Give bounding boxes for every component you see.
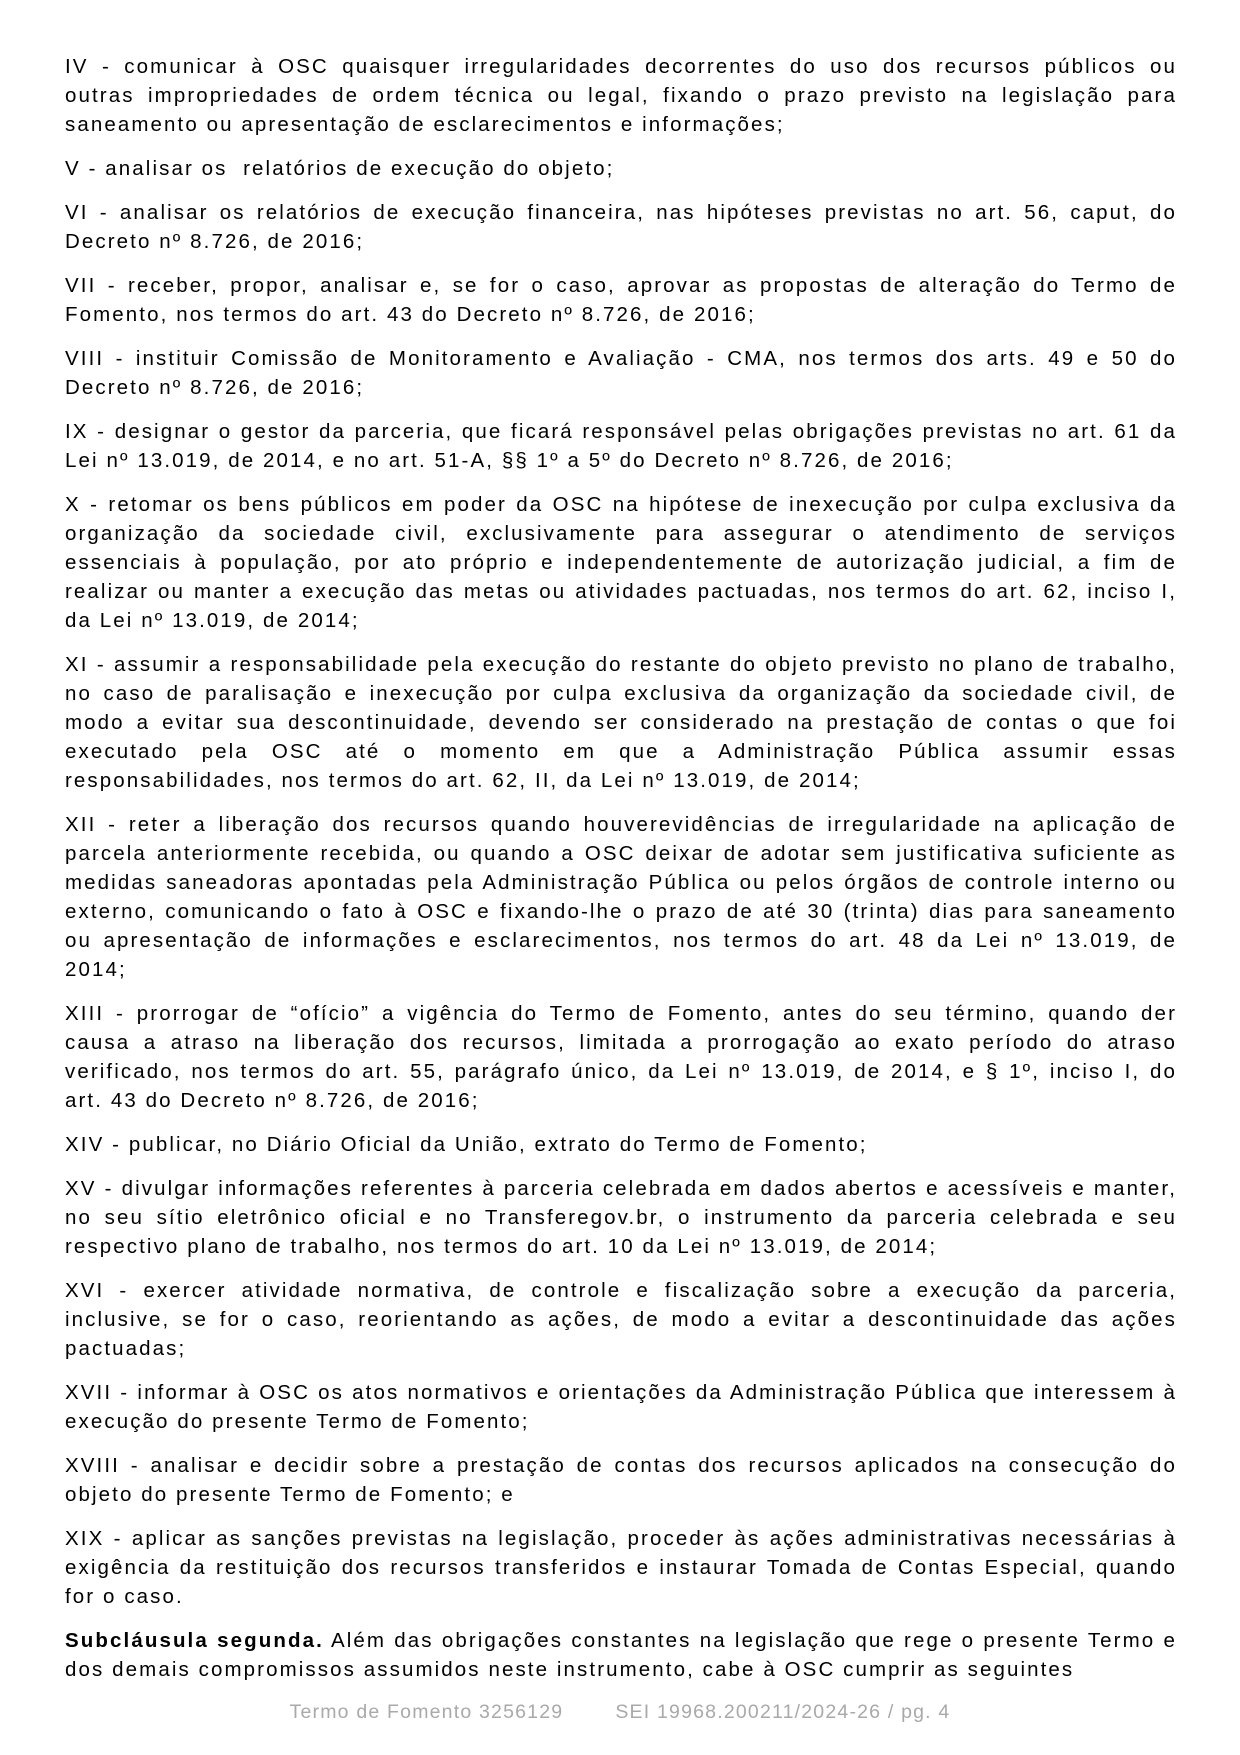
paragraph: IX - designar o gestor da parceria, que ficará responsável pelas obrigações previstas no art. 61 da Lei nº 13.019, de 2014, e no art. 51-A, §§ 1º a 5º do Decreto nº 8.726, de 2016;: [65, 420, 1177, 472]
paragraph: V - analisar os relatórios de execução do objeto;: [65, 157, 615, 180]
paragraph: X - retomar os bens públicos em poder da OSC na hipótese de inexecução por culpa exclusiva da organização da sociedade civil, exclusivamente para assegurar o atendimento de serviços essenciais à população, por ato próprio e independentemente de autorização judicial, a fim de realizar ou manter a execução das metas ou atividades pactuadas, nos termos do art. 62, inciso I, da Lei nº 13.019, de 2014;: [65, 493, 1177, 632]
paragraph: XVIII - analisar e decidir sobre a prestação de contas dos recursos aplicados na consecução do objeto do presente Termo de Fomento; e: [65, 1454, 1177, 1506]
paragraph: VII - receber, propor, analisar e, se for o caso, aprovar as propostas de alteração do Termo de Fomento, nos termos do art. 43 do Decreto nº 8.726, de 2016;: [65, 274, 1177, 326]
paragraph: XIX - aplicar as sanções previstas na legislação, proceder às ações administrativas necessárias à exigência da restituição dos recursos transferidos e instaurar Tomada de Contas Especial, quando for o caso.: [65, 1527, 1177, 1608]
footer-doc-ref: Termo de Fomento 3256129: [289, 1701, 564, 1723]
footer-sei-ref: SEI 19968.200211/2024-26 / pg. 4: [615, 1701, 951, 1723]
document-body: [65, 52, 1177, 1699]
paragraph-bold-lead: Subcláusula segunda.: [65, 1629, 324, 1652]
paragraph: XVII - informar à OSC os atos normativos e orientações da Administração Pública que interessem à execução do presente Termo de Fomento;: [65, 1381, 1177, 1433]
paragraph: VIII - instituir Comissão de Monitoramento e Avaliação - CMA, nos termos dos arts. 49 e 50 do Decreto nº 8.726, de 2016;: [65, 347, 1177, 399]
paragraph: Subcláusula segunda. Além das obrigações constantes na legislação que rege o presente Termo e dos demais compromissos assumidos neste instrumento, cabe à OSC cumprir as seguintes: [65, 1629, 1178, 1681]
paragraph: XV - divulgar informações referentes à parceria celebrada em dados abertos e acessíveis e manter, no seu sítio eletrônico oficial e no Transferegov.br, o instrumento da parceria celebrada e seu respectivo plano de trabalho, nos termos do art. 10 da Lei nº 13.019, de 2014;: [65, 1177, 1177, 1258]
paragraph: XIII - prorrogar de “ofício” a vigência do Termo de Fomento, antes do seu término, quando der causa a atraso na liberação dos recursos, limitada a prorrogação ao exato período do atraso verificado, nos termos do art. 55, parágrafo único, da Lei nº 13.019, de 2014, e § 1º, inciso I, do art. 43 do Decreto nº 8.726, de 2016;: [65, 1002, 1177, 1112]
paragraph: XVI - exercer atividade normativa, de controle e fiscalização sobre a execução da parceria, inclusive, se for o caso, reorientando as ações, de modo a evitar a descontinuidade das ações pactuadas;: [65, 1279, 1177, 1360]
paragraph: VI - analisar os relatórios de execução financeira, nas hipóteses previstas no art. 56, caput, do Decreto nº 8.726, de 2016;: [65, 201, 1177, 253]
paragraph: XIV - publicar, no Diário Oficial da União, extrato do Termo de Fomento;: [65, 1133, 868, 1156]
paragraph: XI - assumir a responsabilidade pela execução do restante do objeto previsto no plano de trabalho, no caso de paralisação e inexecução por culpa exclusiva da organização da sociedade civil, de modo a evitar sua descontinuidade, devendo ser considerado na prestação de contas o que foi executado pela OSC até o momento em que a Administração Pública assumir essas responsabilidades, nos termos do art. 62, II, da Lei nº 13.019, de 2014;: [65, 653, 1177, 792]
paragraph: IV - comunicar à OSC quaisquer irregularidades decorrentes do uso dos recursos públicos ou outras impropriedades de ordem técnica ou legal, fixando o prazo previsto na legislação para saneamento ou apresentação de esclarecimentos e informações;: [65, 55, 1177, 136]
page-footer: [0, 1698, 1240, 1727]
paragraph: XII - reter a liberação dos recursos quando houverevidências de irregularidade na aplicação de parcela anteriormente recebida, ou quando a OSC deixar de adotar sem justificativa suficiente as medidas saneadoras apontadas pela Administração Pública ou pelos órgãos de controle interno ou externo, comunicando o fato à OSC e fixando-lhe o prazo de até 30 (trinta) dias para saneamento ou apresentação de informações e esclarecimentos, nos termos do art. 48 da Lei nº 13.019, de 2014;: [65, 813, 1177, 981]
